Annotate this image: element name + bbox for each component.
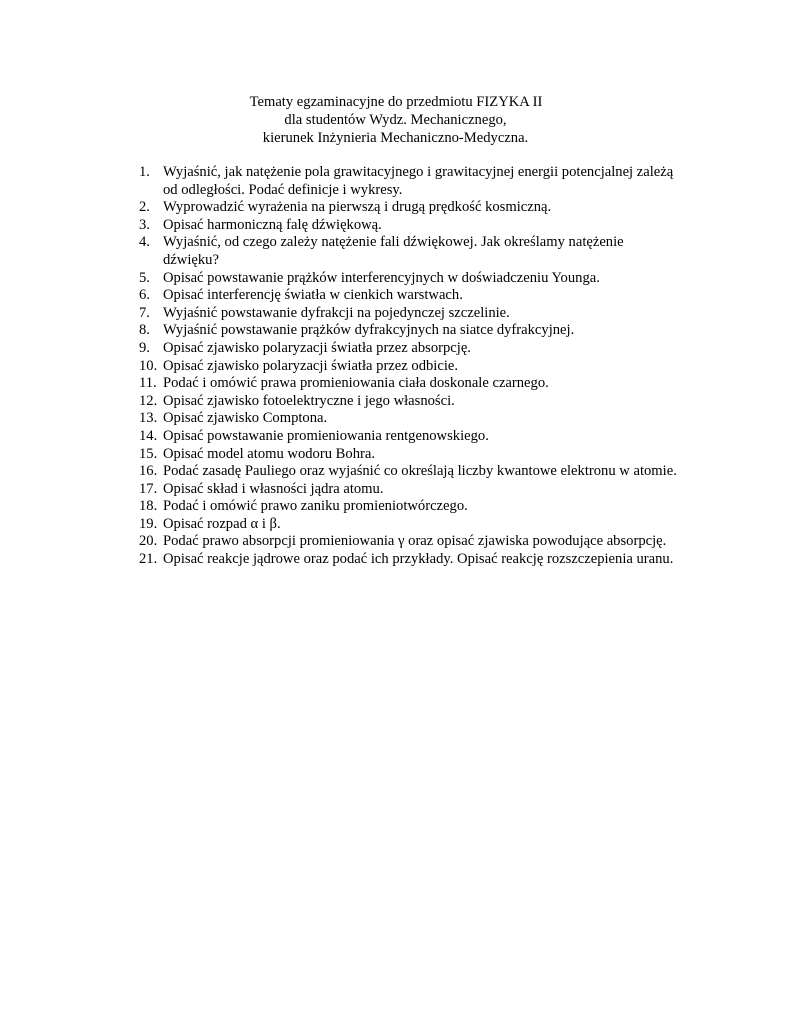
- topic-text: Wyjaśnić, od czego zależy natężenie fali dźwiękowej. Jak określamy natężenie dźwięku?: [163, 234, 624, 268]
- topic-text: Opisać zjawisko Comptona.: [163, 410, 328, 427]
- topic-number: 15.: [139, 445, 158, 462]
- list-item: [139, 533, 679, 551]
- list-item: [139, 217, 679, 235]
- topic-text: Opisać interferencję światła w cienkich warstwach.: [163, 287, 463, 304]
- list-item: [139, 481, 679, 499]
- topic-text: Podać zasadę Pauliego oraz wyjaśnić co określają liczby kwantowe elektronu w atomie.: [163, 463, 677, 480]
- topic-text: Opisać powstawanie prążków interferencyjnych w doświadczeniu Younga.: [163, 269, 600, 286]
- topic-number: 14.: [139, 427, 158, 444]
- topic-number: 13.: [139, 410, 158, 427]
- title-line-3: kierunek Inżynieria Mechaniczno-Medyczna.: [262, 130, 529, 146]
- topic-number: 16.: [139, 463, 158, 480]
- topic-text: Opisać reakcje jądrowe oraz podać ich przykłady. Opisać reakcję rozszczepienia uranu.: [163, 551, 674, 568]
- topic-text: Podać i omówić prawa promieniowania ciała doskonale czarnego.: [163, 375, 549, 392]
- topic-number: 5.: [139, 269, 150, 286]
- list-item: [139, 446, 679, 464]
- topic-text: Opisać powstawanie promieniowania rentgenowskiego.: [163, 427, 489, 444]
- topic-number: 10.: [139, 357, 158, 374]
- topic-text: Wyjaśnić powstawanie prążków dyfrakcyjnych na siatce dyfrakcyjnej.: [163, 322, 575, 339]
- list-item: [139, 199, 679, 217]
- topic-number: 20.: [139, 533, 158, 550]
- topic-text: Opisać rozpad α i β.: [163, 515, 281, 532]
- topic-text: Opisać model atomu wodoru Bohra.: [163, 445, 375, 462]
- topic-number: 12.: [139, 392, 158, 409]
- topic-text: Podać prawo absorpcji promieniowania γ oraz opisać zjawiska powodujące absorpcję.: [163, 533, 667, 550]
- topic-number: 18.: [139, 498, 158, 515]
- topic-number: 7.: [139, 304, 150, 321]
- topic-text: Opisać harmoniczną falę dźwiękową.: [163, 216, 382, 233]
- topic-number: 21.: [139, 551, 158, 568]
- topic-number: 4.: [139, 234, 150, 251]
- topic-text: Opisać zjawisko polaryzacji światła przez odbicie.: [163, 357, 458, 374]
- list-item: [139, 287, 679, 305]
- list-item: [139, 234, 679, 269]
- topic-text: Podać i omówić prawo zaniku promieniotwórczego.: [163, 498, 468, 515]
- topic-text: Wyjaśnić, jak natężenie pola grawitacyjnego i grawitacyjnej energii potencjalnej zależą od odległości. Podać definicje i wykresy.: [163, 164, 674, 198]
- list-item: [139, 164, 679, 199]
- list-item: [139, 322, 679, 340]
- list-item: [139, 428, 679, 446]
- list-item: [139, 358, 679, 376]
- topic-text: Opisać zjawisko fotoelektryczne i jego własności.: [163, 392, 455, 409]
- list-item: [139, 498, 679, 516]
- topic-text: Wyprowadzić wyrażenia na pierwszą i drugą prędkość kosmiczną.: [163, 199, 552, 216]
- list-item: [139, 305, 679, 323]
- list-item: [139, 270, 679, 288]
- document-title: [0, 93, 791, 147]
- topic-text: Wyjaśnić powstawanie dyfrakcji na pojedynczej szczelinie.: [163, 304, 510, 321]
- topic-number: 6.: [139, 287, 150, 304]
- topic-number: 9.: [139, 339, 150, 356]
- list-item: [139, 340, 679, 358]
- list-item: [139, 393, 679, 411]
- topic-number: 19.: [139, 515, 158, 532]
- title-line-1: Tematy egzaminacyjne do przedmiotu FIZYKA II: [249, 94, 543, 110]
- list-item: [139, 463, 679, 481]
- list-item: [139, 516, 679, 534]
- topic-number: 1.: [139, 164, 150, 180]
- list-item: [139, 551, 679, 569]
- topic-number: 3.: [139, 216, 150, 233]
- topic-text: Opisać zjawisko polaryzacji światła przez absorpcję.: [163, 339, 471, 356]
- topic-number: 17.: [139, 480, 158, 497]
- topic-number: 2.: [139, 199, 150, 216]
- list-item: [139, 375, 679, 393]
- topic-list: [139, 164, 679, 569]
- title-line-2: dla studentów Wydz. Mechanicznego,: [284, 112, 507, 128]
- list-item: [139, 410, 679, 428]
- topic-number: 8.: [139, 322, 150, 339]
- topic-text: Opisać skład i własności jądra atomu.: [163, 480, 384, 497]
- topic-number: 11.: [139, 375, 157, 392]
